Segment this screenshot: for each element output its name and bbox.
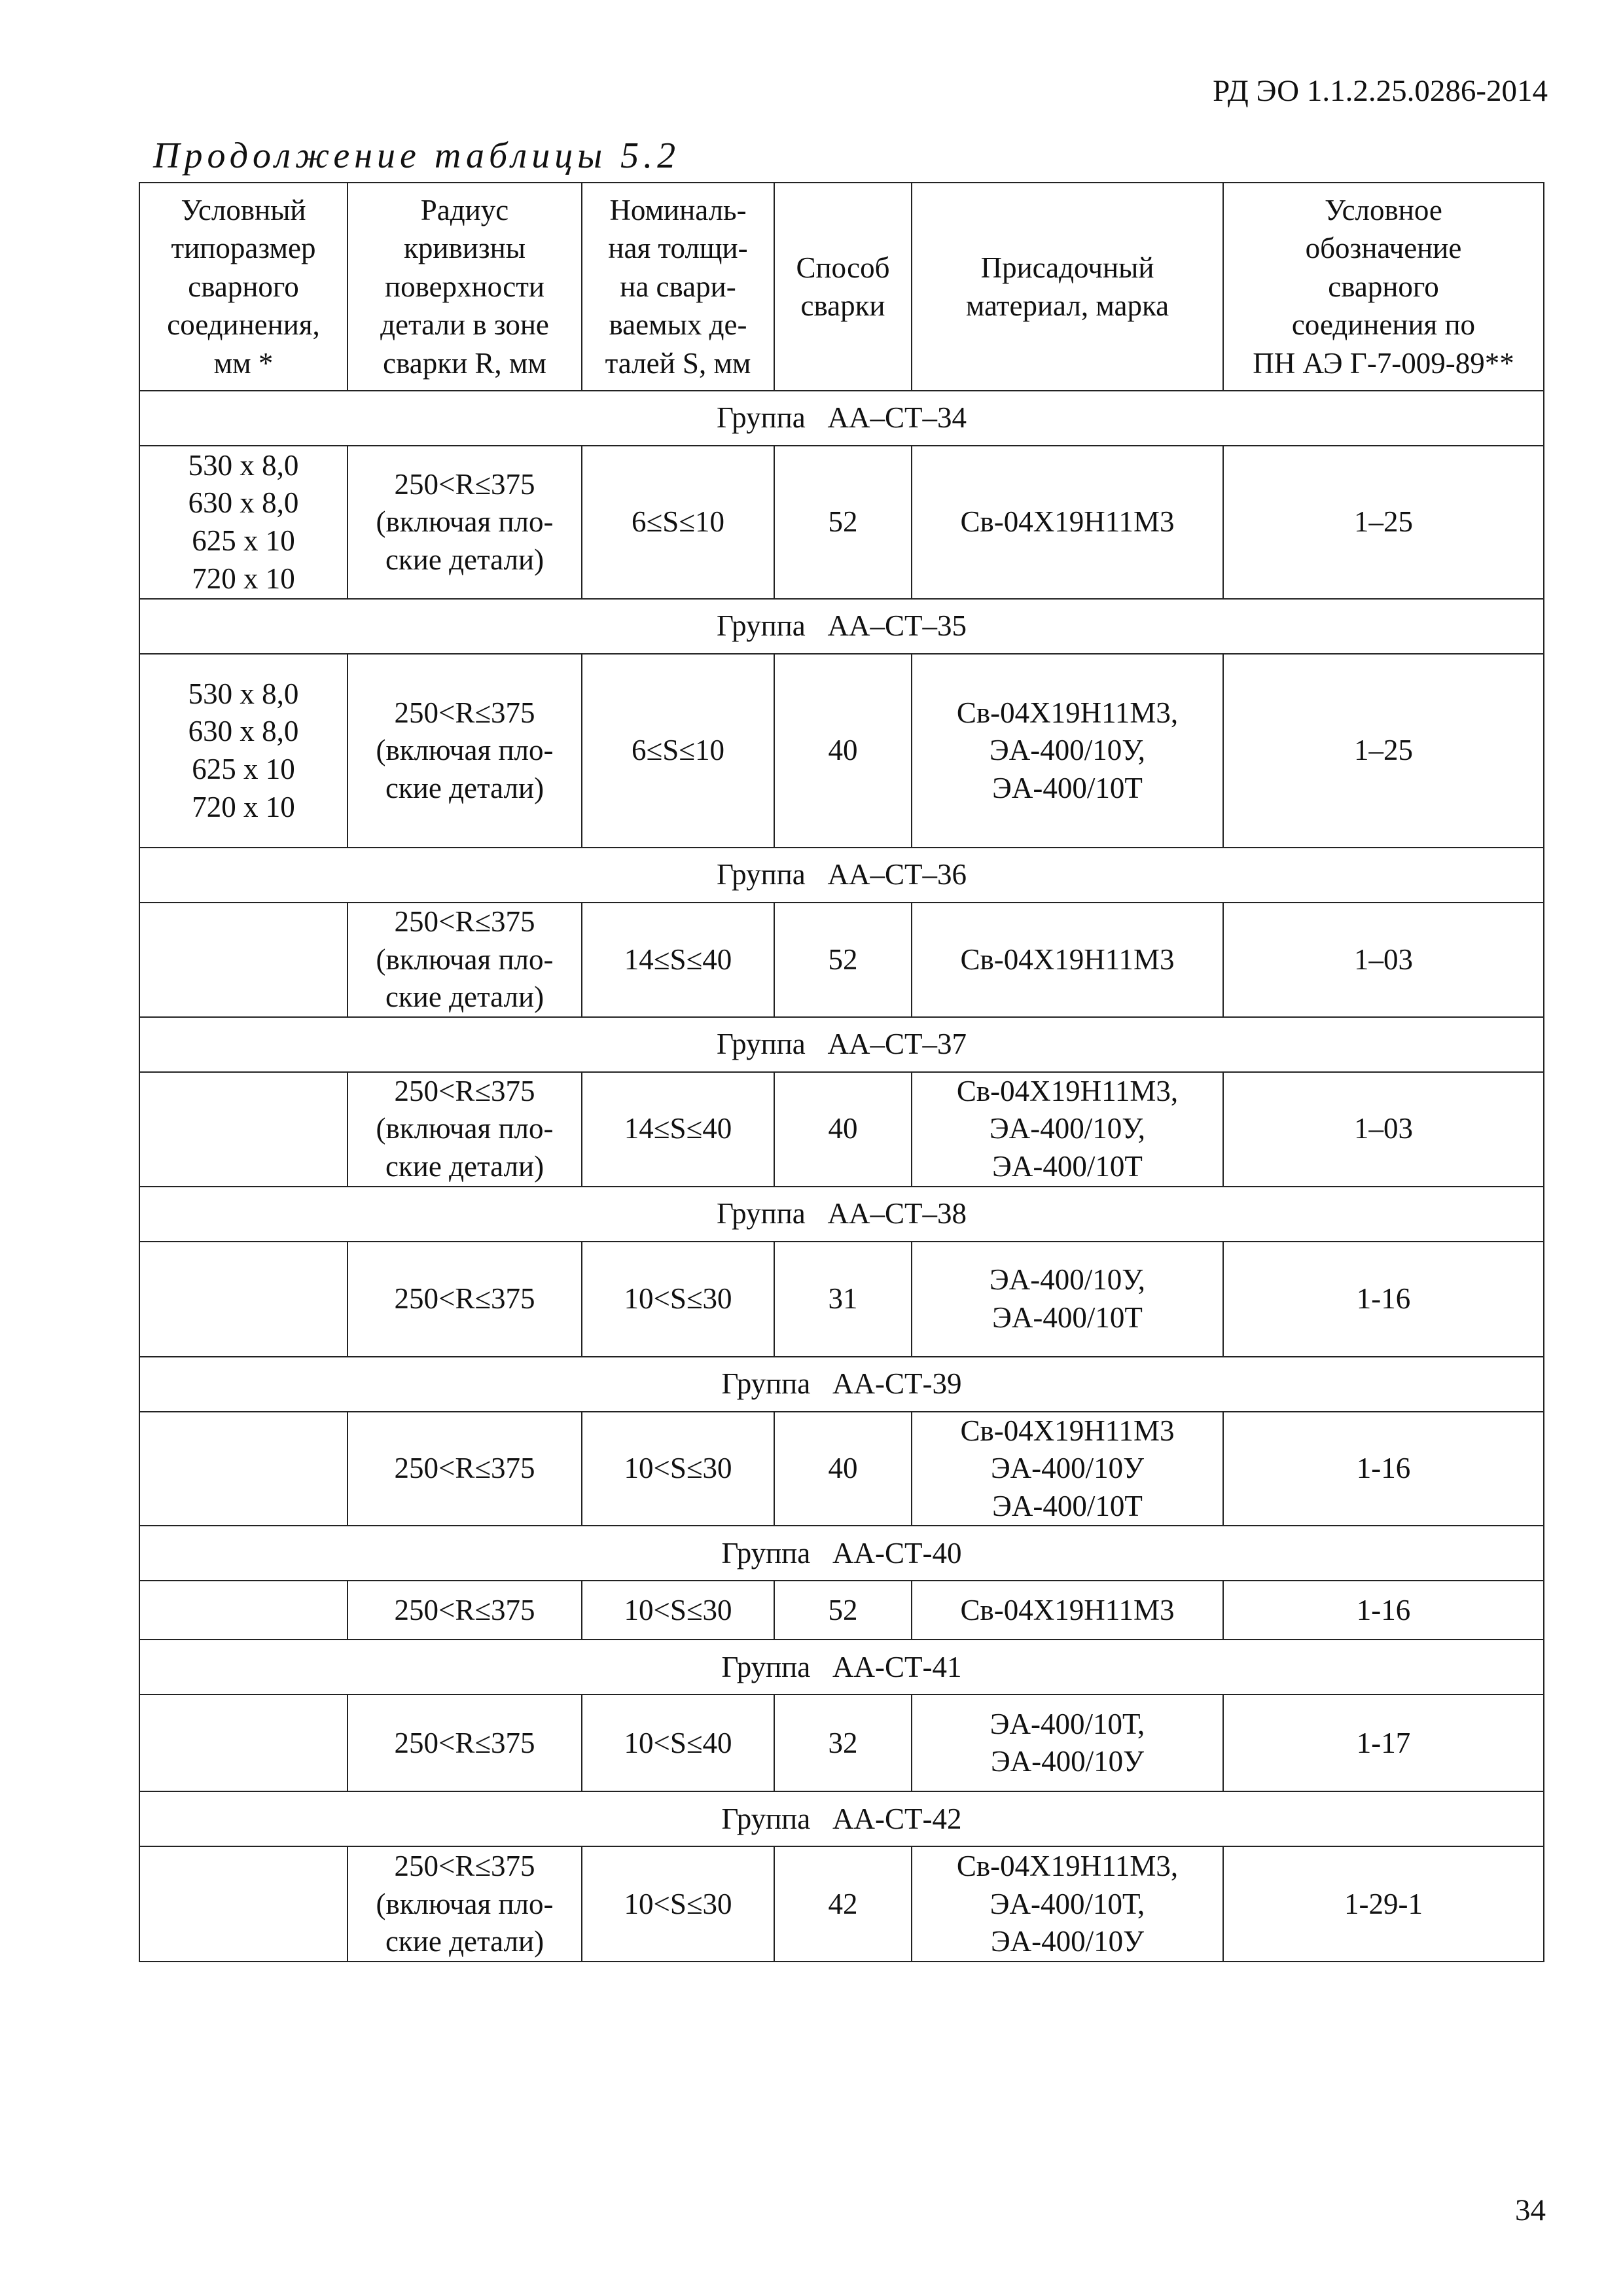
cell-line: ЭА-400/10Т, <box>990 1887 1145 1920</box>
group-title: Группа АА-СТ-40 <box>139 1526 1544 1581</box>
group-header-row <box>139 1526 1544 1581</box>
method-cell: 52 <box>774 446 912 599</box>
table-row <box>139 1072 1544 1187</box>
designation-cell: 1–25 <box>1223 446 1544 599</box>
cell-line: ЭА-400/10Т <box>992 1149 1143 1183</box>
cell-line: ские детали) <box>385 980 544 1014</box>
size-cell <box>139 1581 348 1640</box>
table-caption: Продолжение таблицы 5.2 <box>153 135 681 176</box>
cell-line: мм * <box>213 346 274 380</box>
cell-line: 250<R≤375 <box>394 1726 535 1759</box>
cell-line: ЭА-400/10Т <box>992 1489 1143 1522</box>
cell-line: (включая пло- <box>376 734 554 767</box>
radius-cell <box>348 1846 582 1962</box>
thickness-cell: 10<S≤30 <box>582 1846 774 1962</box>
radius-cell <box>348 1242 582 1357</box>
cell-line: Способ <box>796 251 890 284</box>
cell-line: талей S, мм <box>605 346 751 380</box>
cell-line: кривизны <box>404 232 526 265</box>
cell-line: (включая пло- <box>376 505 554 539</box>
cell-line: поверхности <box>385 270 544 303</box>
material-cell <box>912 1412 1223 1526</box>
cell-line: Св-04Х19Н11М3 <box>960 505 1175 539</box>
cell-line: ские детали) <box>385 1925 544 1958</box>
size-cell <box>139 903 348 1017</box>
designation-cell: 1-17 <box>1223 1695 1544 1791</box>
material-cell <box>912 1242 1223 1357</box>
size-header <box>139 183 348 391</box>
cell-line: ЭА-400/10Т <box>992 1300 1143 1334</box>
cell-line: 625 x 10 <box>192 524 295 557</box>
cell-line: ские детали) <box>385 543 544 576</box>
radius-header <box>348 183 582 391</box>
cell-line: 720 x 10 <box>192 562 295 595</box>
cell-line: ЭА-400/10У, <box>990 1112 1145 1145</box>
material-cell <box>912 903 1223 1017</box>
material-cell <box>912 446 1223 599</box>
size-cell <box>139 654 348 848</box>
method-cell: 40 <box>774 1072 912 1187</box>
table-row <box>139 446 1544 599</box>
cell-line: детали в зоне <box>380 308 549 342</box>
thickness-cell: 10<S≤30 <box>582 1412 774 1526</box>
radius-cell <box>348 1412 582 1526</box>
cell-line: ЭА-400/10У, <box>990 734 1145 767</box>
thickness-cell: 6≤S≤10 <box>582 446 774 599</box>
radius-cell <box>348 446 582 599</box>
cell-line: ЭА-400/10У <box>990 1925 1145 1958</box>
table-row <box>139 1846 1544 1962</box>
cell-line: ПН АЭ Г-7-009-89** <box>1253 346 1514 380</box>
cell-line: ваемых де- <box>609 308 747 342</box>
group-header-row <box>139 1791 1544 1846</box>
cell-line: 250<R≤375 <box>394 1282 535 1315</box>
method-cell: 42 <box>774 1846 912 1962</box>
cell-line: (включая пло- <box>376 1887 554 1920</box>
cell-line: 530 x 8,0 <box>188 677 299 710</box>
radius-cell <box>348 1072 582 1187</box>
welding-table <box>139 182 1544 1962</box>
thickness-cell: 10<S≤30 <box>582 1581 774 1640</box>
thickness-cell: 10<S≤30 <box>582 1242 774 1357</box>
group-title: Группа АА–СТ–36 <box>139 848 1544 903</box>
designation-cell: 1–03 <box>1223 1072 1544 1187</box>
cell-line: Радиус <box>420 193 509 226</box>
designation-cell: 1-16 <box>1223 1242 1544 1357</box>
cell-line: 630 x 8,0 <box>188 486 299 520</box>
cell-line: Св-04Х19Н11М3 <box>960 942 1175 976</box>
cell-line: 625 x 10 <box>192 753 295 785</box>
group-header-row <box>139 848 1544 903</box>
group-title: Группа АА-СТ-39 <box>139 1357 1544 1412</box>
group-title: Группа АА-СТ-41 <box>139 1640 1544 1695</box>
group-title: Группа АА–СТ–35 <box>139 599 1544 654</box>
cell-line: (включая пло- <box>376 942 554 976</box>
table-row <box>139 1695 1544 1791</box>
size-cell <box>139 1072 348 1187</box>
group-header-row <box>139 1640 1544 1695</box>
cell-line: Присадочный <box>980 251 1154 284</box>
cell-line: (включая пло- <box>376 1112 554 1145</box>
cell-line: на свари- <box>620 270 736 303</box>
material-cell <box>912 1846 1223 1962</box>
thickness-cell: 10<S≤40 <box>582 1695 774 1791</box>
cell-line: соединения, <box>167 308 320 342</box>
size-cell <box>139 1412 348 1526</box>
group-title: Группа АА–СТ–37 <box>139 1017 1544 1072</box>
group-header-row <box>139 1017 1544 1072</box>
size-cell <box>139 1242 348 1357</box>
cell-line: ЭА-400/10У <box>990 1452 1145 1485</box>
thickness-header <box>582 183 774 391</box>
method-cell: 52 <box>774 903 912 1017</box>
group-header-row <box>139 1187 1544 1242</box>
document-code: РД ЭО 1.1.2.25.0286-2014 <box>1213 74 1548 108</box>
designation-cell: 1-16 <box>1223 1581 1544 1640</box>
radius-cell <box>348 1581 582 1640</box>
cell-line: ЭА-400/10У, <box>990 1263 1145 1296</box>
method-cell: 32 <box>774 1695 912 1791</box>
material-header <box>912 183 1223 391</box>
method-cell: 40 <box>774 654 912 848</box>
designation-cell: 1–25 <box>1223 654 1544 848</box>
cell-line: 250<R≤375 <box>394 905 535 938</box>
cell-line: 250<R≤375 <box>394 467 535 501</box>
cell-line: 250<R≤375 <box>394 1452 535 1485</box>
radius-cell <box>348 903 582 1017</box>
cell-line: Св-04Х19Н11М3 <box>960 1593 1175 1626</box>
size-cell <box>139 446 348 599</box>
cell-line: 250<R≤375 <box>394 1593 535 1626</box>
cell-line: обозначение <box>1305 232 1462 265</box>
cell-line: 630 x 8,0 <box>188 715 299 748</box>
cell-line: сварного <box>188 270 299 303</box>
cell-line: 250<R≤375 <box>394 1074 535 1107</box>
page-number: 34 <box>1515 2193 1546 2227</box>
cell-line: Условный <box>181 193 306 226</box>
cell-line: Св-04Х19Н11М3, <box>956 1849 1179 1882</box>
cell-line: Св-04Х19Н11М3, <box>956 1074 1179 1107</box>
table-row <box>139 1581 1544 1640</box>
material-cell <box>912 1072 1223 1187</box>
table-row <box>139 903 1544 1017</box>
method-cell: 31 <box>774 1242 912 1357</box>
thickness-cell: 14≤S≤40 <box>582 903 774 1017</box>
group-title: Группа АА-СТ-42 <box>139 1791 1544 1846</box>
table-row <box>139 654 1544 848</box>
group-title: Группа АА–СТ–34 <box>139 391 1544 446</box>
designation-cell: 1–03 <box>1223 903 1544 1017</box>
cell-line: Св-04Х19Н11М3, <box>956 696 1179 729</box>
cell-line: сварного <box>1328 270 1439 303</box>
radius-cell <box>348 654 582 848</box>
radius-cell <box>348 1695 582 1791</box>
cell-line: материал, марка <box>965 289 1169 322</box>
method-cell: 52 <box>774 1581 912 1640</box>
thickness-cell: 6≤S≤10 <box>582 654 774 848</box>
cell-line: ЭА-400/10Т, <box>990 1707 1145 1740</box>
material-cell <box>912 654 1223 848</box>
cell-line: Св-04Х19Н11М3 <box>960 1414 1175 1447</box>
cell-line: Номиналь- <box>609 193 747 226</box>
cell-line: сварки R, мм <box>383 346 546 380</box>
cell-line: сварки <box>800 289 885 322</box>
cell-line: ские детали) <box>385 1149 544 1183</box>
method-cell: 40 <box>774 1412 912 1526</box>
group-header-row <box>139 1357 1544 1412</box>
table-header-row <box>139 183 1544 391</box>
table-row <box>139 1242 1544 1357</box>
method-header <box>774 183 912 391</box>
cell-line: ские детали) <box>385 771 544 804</box>
designation-cell: 1-29-1 <box>1223 1846 1544 1962</box>
table-row <box>139 1412 1544 1526</box>
cell-line: 530 x 8,0 <box>188 448 299 482</box>
size-cell <box>139 1846 348 1962</box>
cell-line: Условное <box>1325 193 1442 226</box>
cell-line: 720 x 10 <box>192 790 295 823</box>
cell-line: соединения по <box>1291 308 1476 342</box>
group-header-row <box>139 599 1544 654</box>
group-header-row <box>139 391 1544 446</box>
cell-line: 250<R≤375 <box>394 696 535 729</box>
cell-line: типоразмер <box>171 232 316 265</box>
designation-cell: 1-16 <box>1223 1412 1544 1526</box>
cell-line: ЭА-400/10У <box>990 1745 1145 1778</box>
cell-line: ЭА-400/10Т <box>992 771 1143 804</box>
designation-header <box>1223 183 1544 391</box>
material-cell <box>912 1695 1223 1791</box>
material-cell <box>912 1581 1223 1640</box>
group-title: Группа АА–СТ–38 <box>139 1187 1544 1242</box>
thickness-cell: 14≤S≤40 <box>582 1072 774 1187</box>
size-cell <box>139 1695 348 1791</box>
cell-line: 250<R≤375 <box>394 1849 535 1882</box>
cell-line: ная толщи- <box>608 232 748 265</box>
